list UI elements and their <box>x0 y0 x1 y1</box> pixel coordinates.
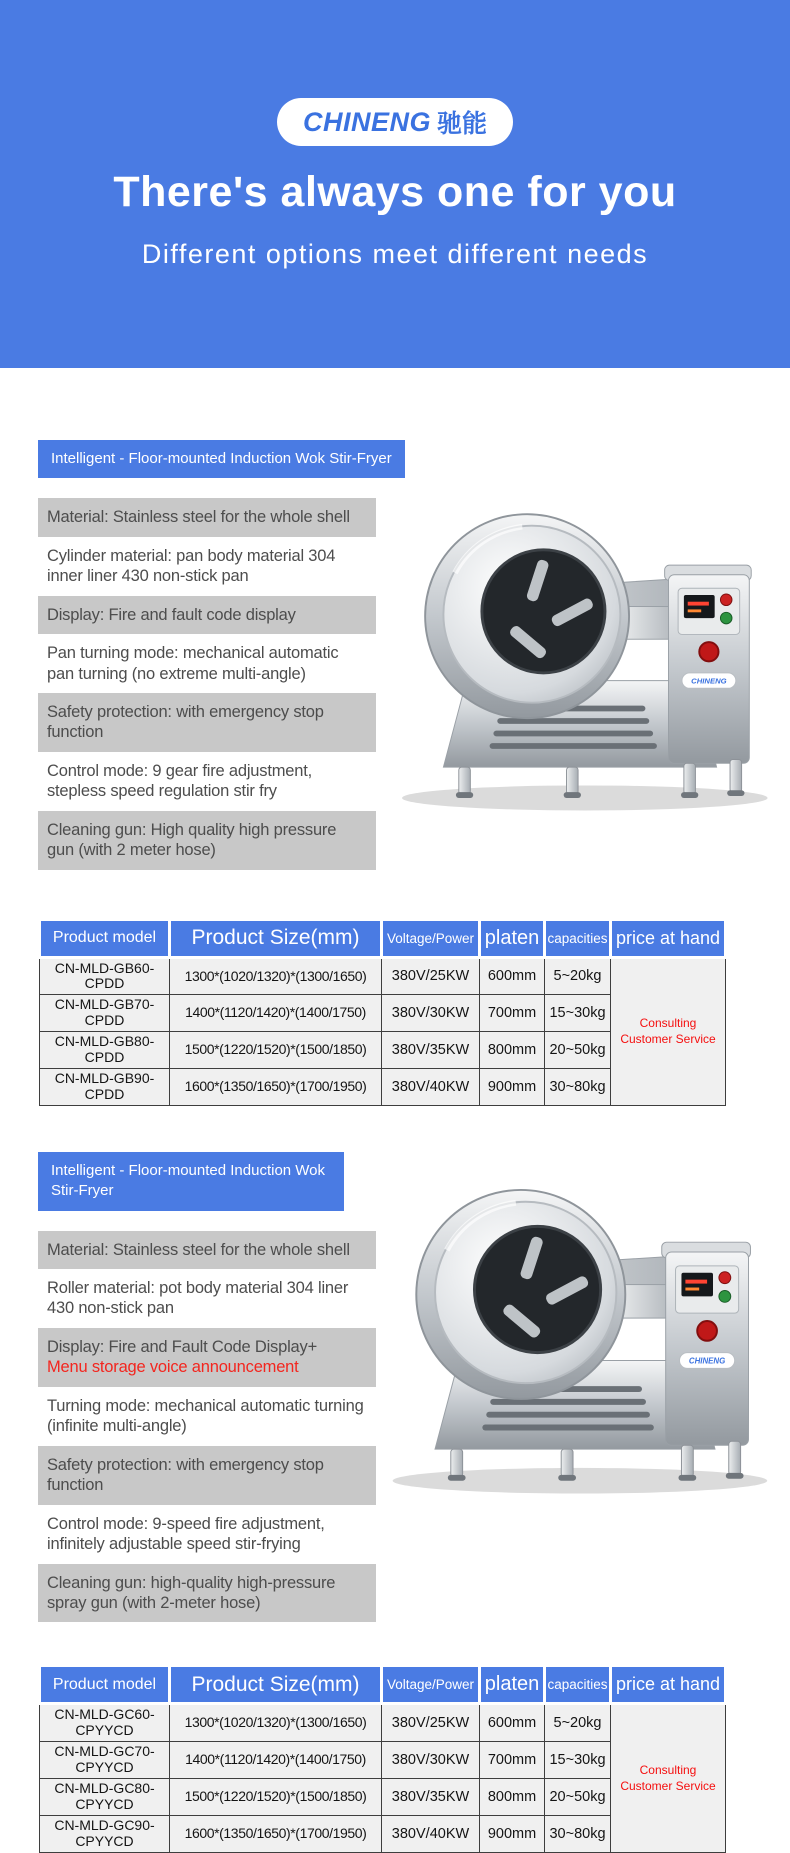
cell-size: 1300*(1020/1320)*(1300/1650) <box>170 957 382 994</box>
cell-capacity: 30~80kg <box>545 1069 611 1106</box>
cell-platen: 800mm <box>480 1032 545 1069</box>
cell-voltage: 380V/40KW <box>382 1069 480 1106</box>
section-title-badge: Intelligent - Floor-mounted Induction Wok Stir-Fryer <box>38 440 405 478</box>
feature-safety-protection: Safety protection: with emergency stop function <box>38 693 376 752</box>
cell-platen: 600mm <box>480 957 545 994</box>
cell-capacity: 15~30kg <box>545 1741 611 1778</box>
table-row <box>40 957 726 994</box>
column-header-capacities: capacities <box>545 1666 611 1704</box>
column-header-product-model: Product model <box>40 919 170 957</box>
price-note: Consulting Customer Service <box>611 1704 726 1852</box>
column-header-platen: platen <box>480 1666 545 1704</box>
column-header-product-model: Product model <box>40 1666 170 1704</box>
cell-capacity: 5~20kg <box>545 957 611 994</box>
product-section-1 <box>0 440 790 1106</box>
price-note: Consulting Customer Service <box>611 957 726 1105</box>
cell-model: CN-MLD-GC80-CPYYCD <box>40 1778 170 1815</box>
cell-size: 1400*(1120/1420)*(1400/1750) <box>170 995 382 1032</box>
brand-logo <box>277 98 513 146</box>
feature-control-mode: Control mode: 9-speed fire adjustment, infinitely adjustable speed stir-frying <box>47 1514 325 1554</box>
cell-capacity: 20~50kg <box>545 1778 611 1815</box>
cell-capacity: 5~20kg <box>545 1704 611 1741</box>
hero-banner <box>0 0 790 368</box>
feature-roller-material: Roller material: pot body material 304 liner 430 non-stick pan <box>47 1278 349 1318</box>
feature-display: Display: Fire and fault code display <box>38 596 376 634</box>
column-header-price: price at hand <box>611 919 726 957</box>
product-image <box>368 1138 782 1510</box>
cell-model: CN-MLD-GC60-CPYYCD <box>40 1704 170 1741</box>
cell-voltage: 380V/40KW <box>382 1815 480 1852</box>
section-title-badge: Intelligent - Floor-mounted Induction Wok Stir-Fryer <box>38 1152 344 1211</box>
column-header-product-size: Product Size(mm) <box>170 1666 382 1704</box>
cell-platen: 700mm <box>480 1741 545 1778</box>
table-row <box>40 1704 726 1741</box>
cell-model: CN-MLD-GB70-CPDD <box>40 995 170 1032</box>
column-header-voltage-power: Voltage/Power <box>382 1666 480 1704</box>
column-header-platen: platen <box>480 919 545 957</box>
brand-logo-english: CHINENG <box>302 106 431 137</box>
cell-size: 1500*(1220/1520)*(1500/1850) <box>170 1032 382 1069</box>
spec-table-2 <box>38 1664 727 1852</box>
cell-voltage: 380V/30KW <box>382 995 480 1032</box>
cell-capacity: 30~80kg <box>545 1815 611 1852</box>
feature-list <box>38 1231 376 1623</box>
hero-subtitle: Different options meet different needs <box>141 239 649 269</box>
hero-title: There's always one for you <box>113 168 677 216</box>
column-header-price: price at hand <box>611 1666 726 1704</box>
cell-voltage: 380V/35KW <box>382 1778 480 1815</box>
cell-platen: 600mm <box>480 1704 545 1741</box>
cell-model: CN-MLD-GB60-CPDD <box>40 957 170 994</box>
cell-platen: 800mm <box>480 1778 545 1815</box>
cell-voltage: 380V/25KW <box>382 957 480 994</box>
feature-cleaning-gun: Cleaning gun: High quality high pressure gun (with 2 meter hose) <box>38 811 376 870</box>
feature-material: Material: Stainless steel for the whole shell <box>38 1231 376 1269</box>
cell-voltage: 380V/30KW <box>382 1741 480 1778</box>
feature-pan-turning-mode: Pan turning mode: mechanical automatic pan turning (no extreme multi-angle) <box>47 644 339 683</box>
cell-voltage: 380V/25KW <box>382 1704 480 1741</box>
column-header-voltage-power: Voltage/Power <box>382 919 480 957</box>
feature-cylinder-material: Cylinder material: pan body material 304 inner liner 430 non-stick pan <box>47 546 336 586</box>
cell-capacity: 15~30kg <box>545 995 611 1032</box>
column-header-capacities: capacities <box>545 919 611 957</box>
cell-voltage: 380V/35KW <box>382 1032 480 1069</box>
cell-platen: 700mm <box>480 995 545 1032</box>
feature-turning-mode: Turning mode: mechanical automatic turning (infinite multi-angle) <box>47 1396 364 1436</box>
product-section-2 <box>0 1152 790 1853</box>
cell-size: 1400*(1120/1420)*(1400/1750) <box>170 1741 382 1778</box>
product-image <box>378 476 782 814</box>
feature-display <box>38 1328 376 1387</box>
brand-logo-chinese: 驰能 <box>437 110 488 138</box>
cell-capacity: 20~50kg <box>545 1032 611 1069</box>
cell-size: 1500*(1220/1520)*(1500/1850) <box>170 1778 382 1815</box>
cell-size: 1600*(1350/1650)*(1700/1950) <box>170 1815 382 1852</box>
feature-material: Material: Stainless steel for the whole shell <box>38 498 376 536</box>
cell-model: CN-MLD-GC70-CPYYCD <box>40 1741 170 1778</box>
column-header-product-size: Product Size(mm) <box>170 919 382 957</box>
cell-platen: 900mm <box>480 1069 545 1106</box>
feature-display-text: Display: Fire and Fault Code Display+ <box>47 1337 318 1356</box>
cell-model: CN-MLD-GB80-CPDD <box>40 1032 170 1069</box>
spec-table-1 <box>38 918 727 1106</box>
cell-platen: 900mm <box>480 1815 545 1852</box>
cell-size: 1600*(1350/1650)*(1700/1950) <box>170 1069 382 1106</box>
feature-control-mode: Control mode: 9 gear fire adjustment, stepless speed regulation stir fry <box>47 761 312 801</box>
feature-safety-protection: Safety protection: with emergency stop function <box>38 1446 376 1505</box>
feature-cleaning-gun: Cleaning gun: high-quality high-pressure spray gun (with 2-meter hose) <box>38 1564 376 1623</box>
cell-model: CN-MLD-GC90-CPYYCD <box>40 1815 170 1852</box>
feature-list <box>38 498 376 869</box>
cell-size: 1300*(1020/1320)*(1300/1650) <box>170 1704 382 1741</box>
feature-display-highlight: Menu storage voice announcement <box>47 1358 299 1377</box>
cell-model: CN-MLD-GB90-CPDD <box>40 1069 170 1106</box>
